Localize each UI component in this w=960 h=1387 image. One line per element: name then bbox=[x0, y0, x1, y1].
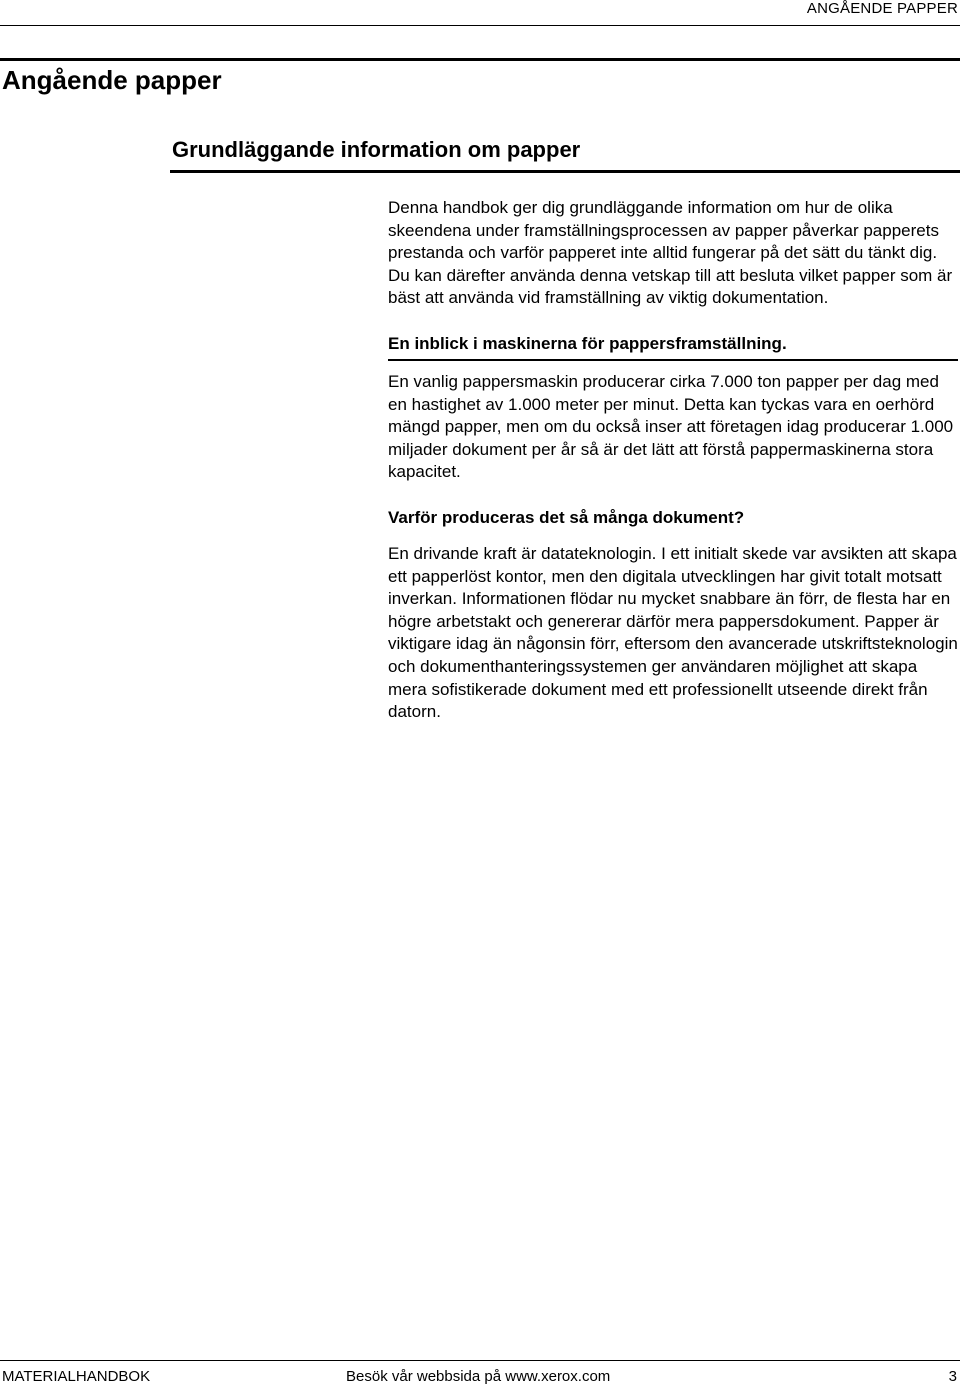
page-number: 3 bbox=[948, 1368, 957, 1385]
footer-rule bbox=[0, 1360, 960, 1361]
chapter-title: Angående papper bbox=[2, 65, 222, 95]
subsection-paragraph-paper-machines: En vanlig pappersmaskin producerar cirka 7.000 ton papper per dag med en hastighet av 1.000 meter per minut. Detta kan tyckas vara en oerhörd mängd papper, men om du också inser att företagen idag producerar 1.000 miljader dokument per år så är det lätt att förstå pappermaskinerna stora kapacitet. bbox=[388, 371, 954, 482]
subsection-heading-documents: Varför produceras det så många dokument? bbox=[388, 507, 745, 527]
header-rule bbox=[0, 25, 960, 26]
section-title: Grundläggande information om papper bbox=[172, 137, 581, 162]
footer-website-text: Besök vår webbsida på www.xerox.com bbox=[346, 1368, 611, 1385]
subsection-paragraph-documents: En drivande kraft är datateknologin. I ett initialt skede var avsikten att skapa ett papperlöst kontor, men den digitala utvecklingen har givit totalt motsatt inverkan. Informationen flödar nu mycket snabbare än förr, de flesta har en högre arbetstakt och genererar därför mera pappersdokument. Papper är viktigare idag än någonsin förr, eftersom den avancerade utskriftsteknologin och dokumenthanteringssystemen ger användaren möjlighet att skapa mera sofistikerade dokument med ett professionellt utseende direkt från datorn. bbox=[388, 543, 958, 722]
intro-paragraph: Denna handbok ger dig grundläggande information om hur de olika skeendena under framställningsprocessen av papper påverkar papperets prestanda och varför papperet inte alltid fungerar på det sätt du tänkt dig. Du kan därefter använda denna vetskap till att besluta vilket papper som är bäst att använda vid framställning av viktig dokumentation. bbox=[388, 198, 953, 308]
main-content bbox=[388, 197, 958, 724]
footer-manual-name: MATERIALHANDBOK bbox=[2, 1368, 151, 1385]
subsection-heading-paper-machines: En inblick i maskinerna för pappersframställning. bbox=[388, 333, 958, 361]
chapter-rule bbox=[0, 58, 960, 61]
running-header: ANGÅENDE PAPPER bbox=[806, 0, 958, 17]
section-rule bbox=[170, 170, 960, 173]
